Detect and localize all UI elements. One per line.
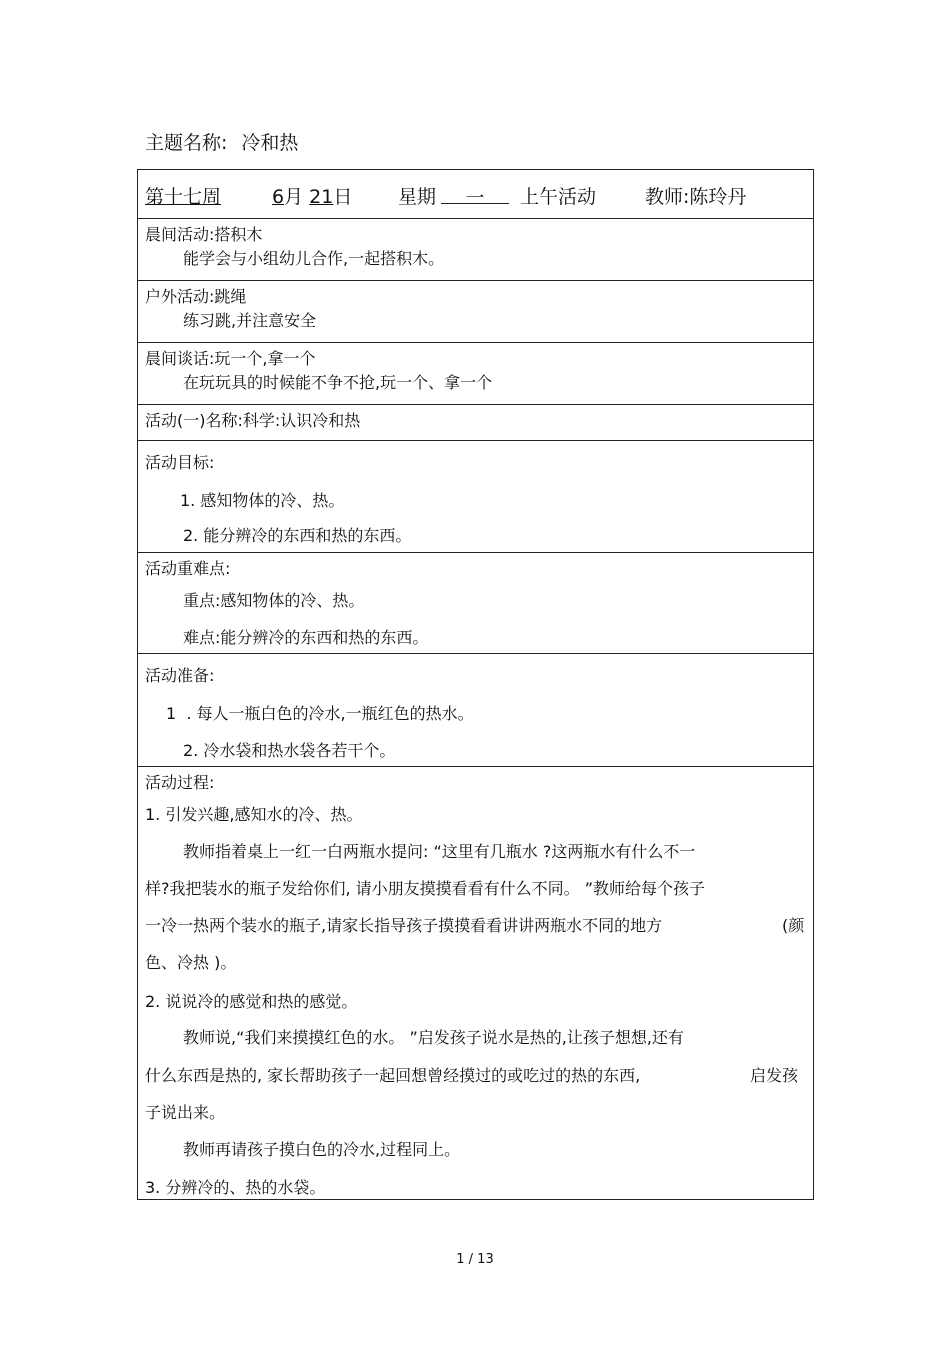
- weekday-field: [441, 182, 509, 209]
- process-section: [138, 767, 813, 1201]
- goal-item: 1. 感知物体的冷、热。: [180, 491, 345, 510]
- outdoor-activity-row: [138, 281, 813, 343]
- month-unit: 月: [284, 186, 304, 208]
- preparation-row: [138, 654, 813, 767]
- goals-row: [138, 441, 813, 553]
- morning-talk-label: 晨间谈话:玩一个,拿一个: [145, 349, 316, 368]
- process-step-title: 1. 引发兴趣,感知水的冷、热。: [145, 805, 363, 824]
- key-point: 重点:感知物体的冷、热。: [183, 591, 365, 610]
- process-text: 启发孩: [750, 1066, 799, 1085]
- date: [272, 182, 352, 209]
- process-text: 样?我把装水的瓶子发给你们, 请小朋友摸摸看看有什么不同。 ”教师给每个孩子: [145, 879, 706, 898]
- process-text: 教师再请孩子摸白色的冷水,过程同上。: [183, 1140, 461, 1159]
- theme-label: 主题名称:: [145, 132, 228, 154]
- keypoints-row: [138, 553, 813, 654]
- process-text: 什么东西是热的, 家长帮助孩子一起回想曾经摸过的或吃过的热的东西,: [145, 1066, 641, 1085]
- preparation-item: 2. 冷水袋和热水袋各若干个。: [183, 741, 396, 760]
- header-row: [138, 170, 813, 219]
- process-text: (颜: [782, 916, 805, 935]
- morning-activity-row: [138, 219, 813, 281]
- goal-item: 2. 能分辨冷的东西和热的东西。: [183, 526, 412, 545]
- page-title: [145, 128, 298, 155]
- weekday-label: 星期: [398, 186, 437, 208]
- theme-value: 冷和热: [241, 132, 299, 154]
- process-text: 教师指着桌上一红一白两瓶水提问: “这里有几瓶水 ?这两瓶水有什么不一: [183, 842, 696, 861]
- outdoor-activity-label: 户外活动:跳绳: [145, 287, 247, 306]
- week: 第十七周: [145, 186, 222, 208]
- preparation-item: 1 . 每人一瓶白色的冷水,一瓶红色的热水。: [166, 704, 474, 723]
- page-number: 1 / 13: [456, 1252, 494, 1267]
- day-unit: 日: [333, 186, 353, 208]
- activity-name: 活动(一)名称:科学:认识冷和热: [145, 411, 361, 430]
- morning-activity-text: 能学会与小组幼儿合作,一起搭积木。: [183, 249, 445, 268]
- weekday: 一: [441, 183, 509, 204]
- activity-name-row: [138, 405, 813, 441]
- day: 21: [309, 186, 334, 208]
- morning-talk-text: 在玩玩具的时候能不争不抢,玩一个、拿一个: [183, 373, 493, 392]
- goals-label: 活动目标:: [145, 453, 215, 472]
- preparation-label: 活动准备:: [145, 666, 215, 685]
- month: 6: [272, 186, 285, 208]
- session: 上午活动: [520, 186, 597, 208]
- process-step-title: 3. 分辨冷的、热的水袋。: [145, 1178, 326, 1197]
- process-text: 一冷一热两个装水的瓶子,请家长指导孩子摸摸看看讲讲两瓶水不同的地方: [145, 916, 663, 935]
- morning-talk-row: [138, 343, 813, 405]
- process-label: 活动过程:: [145, 773, 215, 792]
- outdoor-activity-text: 练习跳,并注意安全: [183, 311, 317, 330]
- process-text: 子说出来。: [145, 1103, 226, 1122]
- process-step-title: 2. 说说冷的感觉和热的感觉。: [145, 992, 358, 1011]
- difficult-point: 难点:能分辨冷的东西和热的东西。: [183, 628, 429, 647]
- process-text: 教师说,“我们来摸摸红色的水。 ”启发孩子说水是热的,让孩子想想,还有: [183, 1028, 684, 1047]
- morning-activity-label: 晨间活动:搭积木: [145, 225, 263, 244]
- lesson-plan-table: [137, 169, 814, 1200]
- keypoints-label: 活动重难点:: [145, 559, 231, 578]
- process-text: 色、冷热 )。: [145, 953, 237, 972]
- teacher: 教师:陈玲丹: [645, 186, 747, 208]
